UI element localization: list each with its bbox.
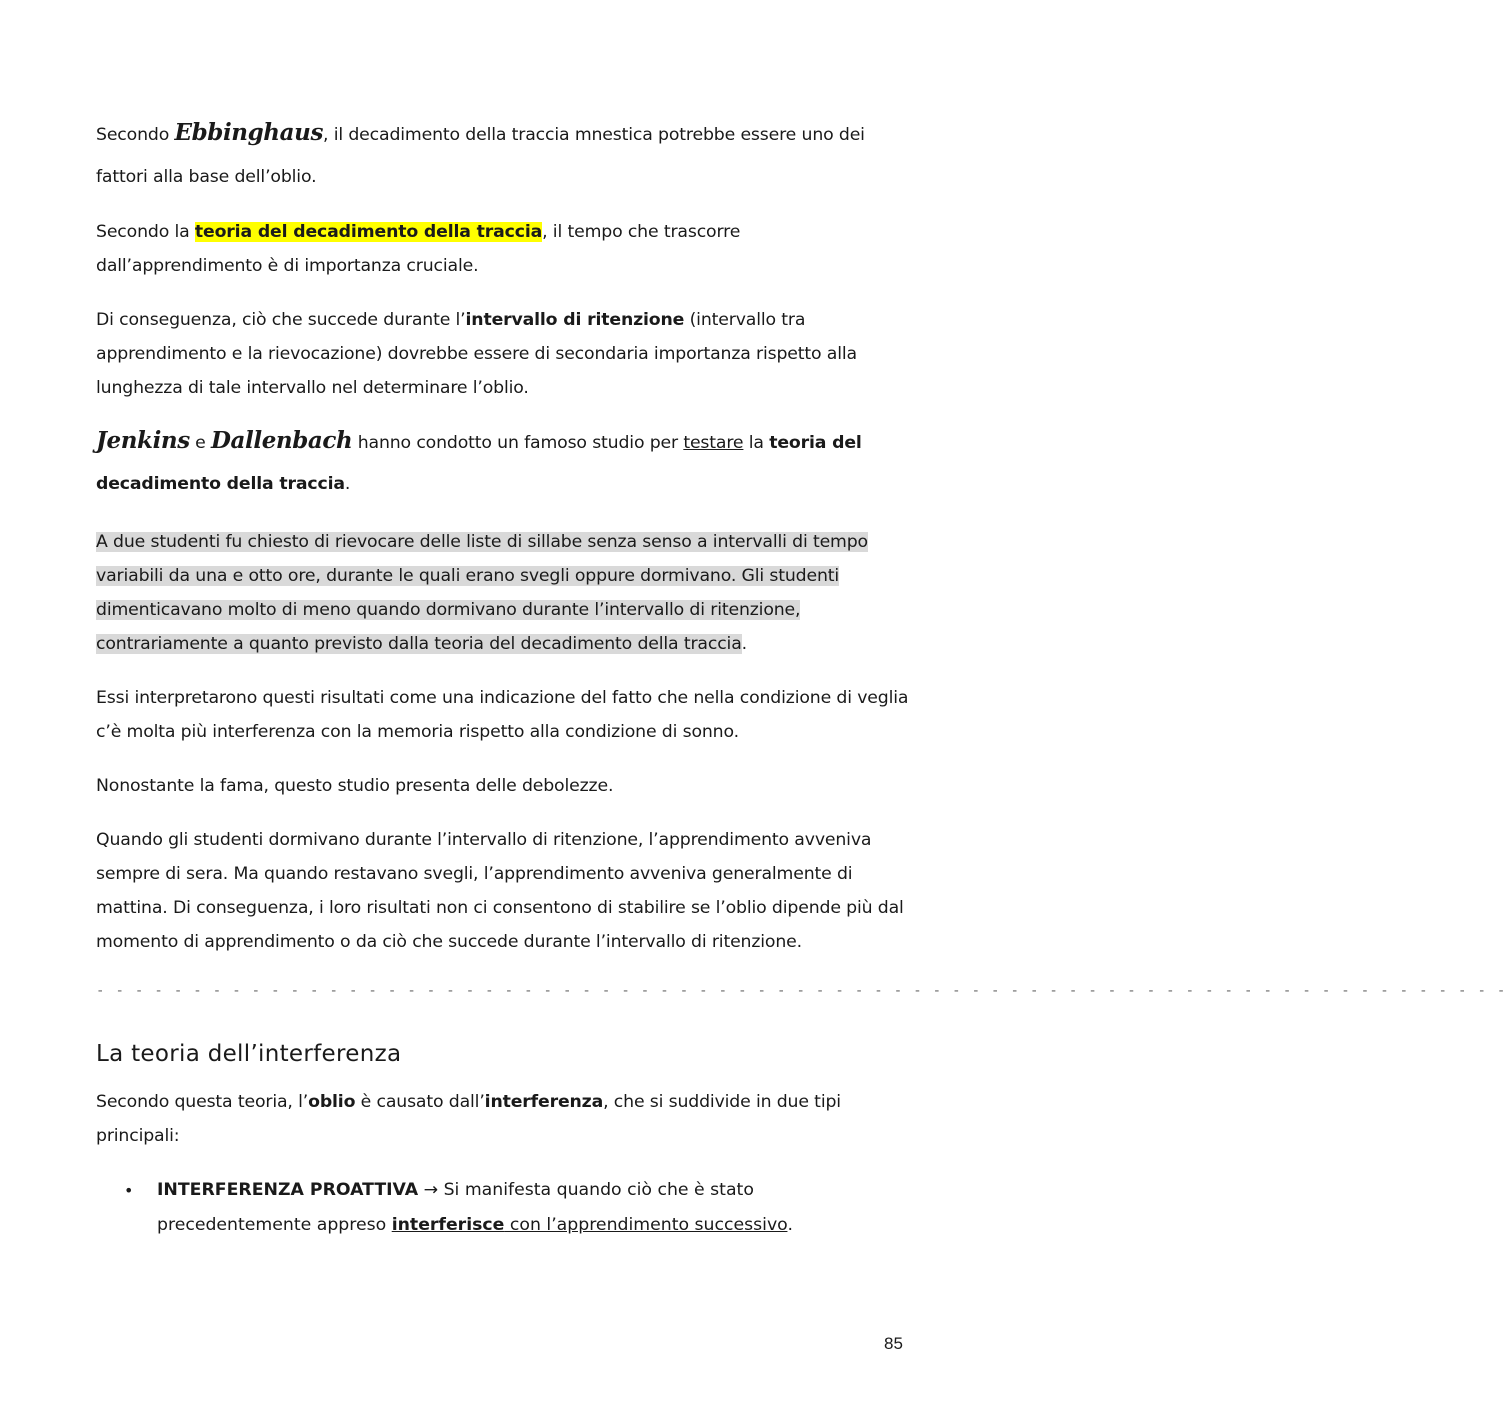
document-page xyxy=(96,112,1507,1243)
interference-types-list xyxy=(96,1173,911,1243)
name-ebbinghaus: Ebbinghaus xyxy=(174,119,324,146)
underline-testare: testare xyxy=(683,433,744,453)
section-heading: La teoria dell’interferenza xyxy=(96,1041,402,1067)
paragraph-jenkins-dallenbach: Jenkins e Dallenbach hanno condotto un famoso studio per testare la teoria del decadimento della traccia. xyxy=(96,427,862,494)
paragraph-study-description: A due studenti fu chiesto di rievocare delle liste di sillabe senza senso a intervalli di tempo variabili da una e otto ore, durante le quali erano svegli oppure dormivano. Gli studenti dimenticavano molto di meno quando dormivano durante l’intervallo di ritenzione, contrariamente a quanto previsto dalla teoria del decadimento della traccia. xyxy=(96,532,868,654)
underline-interferes: interferisce con l’apprendimento successivo xyxy=(391,1215,788,1235)
bold-oblio: oblio xyxy=(308,1092,356,1112)
paragraph-retention-interval: Di conseguenza, ciò che succede durante l’intervallo di ritenzione (intervallo tra apprendimento e la rievocazione) dovrebbe essere di secondaria importanza rispetto alla lunghezza di tale intervallo nel determinare l’oblio. xyxy=(96,310,857,398)
list-item: • INTERFERENZA PROATTIVA → Si manifesta quando ciò che è stato precedentemente appreso interferisce con l’apprendimento successivo. xyxy=(96,1173,911,1243)
name-jenkins: Jenkins xyxy=(96,427,190,454)
bold-retention-interval: intervallo di ritenzione xyxy=(465,310,685,330)
paragraph-interference: Secondo questa teoria, l’oblio è causato dall’interferenza, che si suddivide in due tipi principali: xyxy=(96,1092,841,1146)
highlight-decay-theory: teoria del decadimento della traccia xyxy=(194,222,543,242)
bold-interferenza: interferenza xyxy=(484,1092,604,1112)
bold-decay-theory: teoria del decadimento della traccia xyxy=(96,433,862,494)
page-number: 85 xyxy=(884,1334,903,1353)
bullet-icon: • xyxy=(124,1181,134,1200)
paragraph-ebbinghaus: Secondo Ebbinghaus, il decadimento della traccia mnestica potrebbe essere uno dei fattori alla base dell’oblio. xyxy=(96,119,865,187)
paragraph-interpretation: Essi interpretarono questi risultati come una indicazione del fatto che nella condizione di veglia c’è molta più interferenza con la memoria rispetto alla condizione di sonno. xyxy=(96,688,909,742)
paragraph-decay-theory: Secondo la teoria del decadimento della traccia, il tempo che trascorre dall’apprendimento è di importanza cruciale. xyxy=(96,222,741,276)
arrow-right-icon: → xyxy=(418,1180,444,1200)
dashed-separator: - - - - - - - - - - - - - - - - - - - - - - - - - - - - - - - - - - - - - - - - - - - - - - - - - - - - - - - - - - - - - - - - - - - - - - - - - xyxy=(96,983,1507,999)
name-dallenbach: Dallenbach xyxy=(210,427,353,454)
paragraph-confound: Quando gli studenti dormivano durante l’intervallo di ritenzione, l’apprendimento avveniva sempre di sera. Ma quando restavano svegli, l’apprendimento avveniva generalmente di mattina. Di conseguenza, i loro risultati non ci consentono di stabilire se l’oblio dipende più dal momento di apprendimento o da ciò che succede durante l’intervallo di ritenzione. xyxy=(96,830,904,952)
bold-proactive-interference: INTERFERENZA PROATTIVA xyxy=(157,1180,419,1200)
highlight-study: A due studenti fu chiesto di rievocare delle liste di sillabe senza senso a intervalli di tempo variabili da una e otto ore, durante le quali erano svegli oppure dormivano. Gli studenti dimenticavano molto di meno quando dormivano durante l’intervallo di ritenzione, contrariamente a quanto previsto dalla teoria del decadimento della traccia xyxy=(96,532,868,654)
paragraph-weaknesses: Nonostante la fama, questo studio presenta delle debolezze. xyxy=(96,776,614,796)
